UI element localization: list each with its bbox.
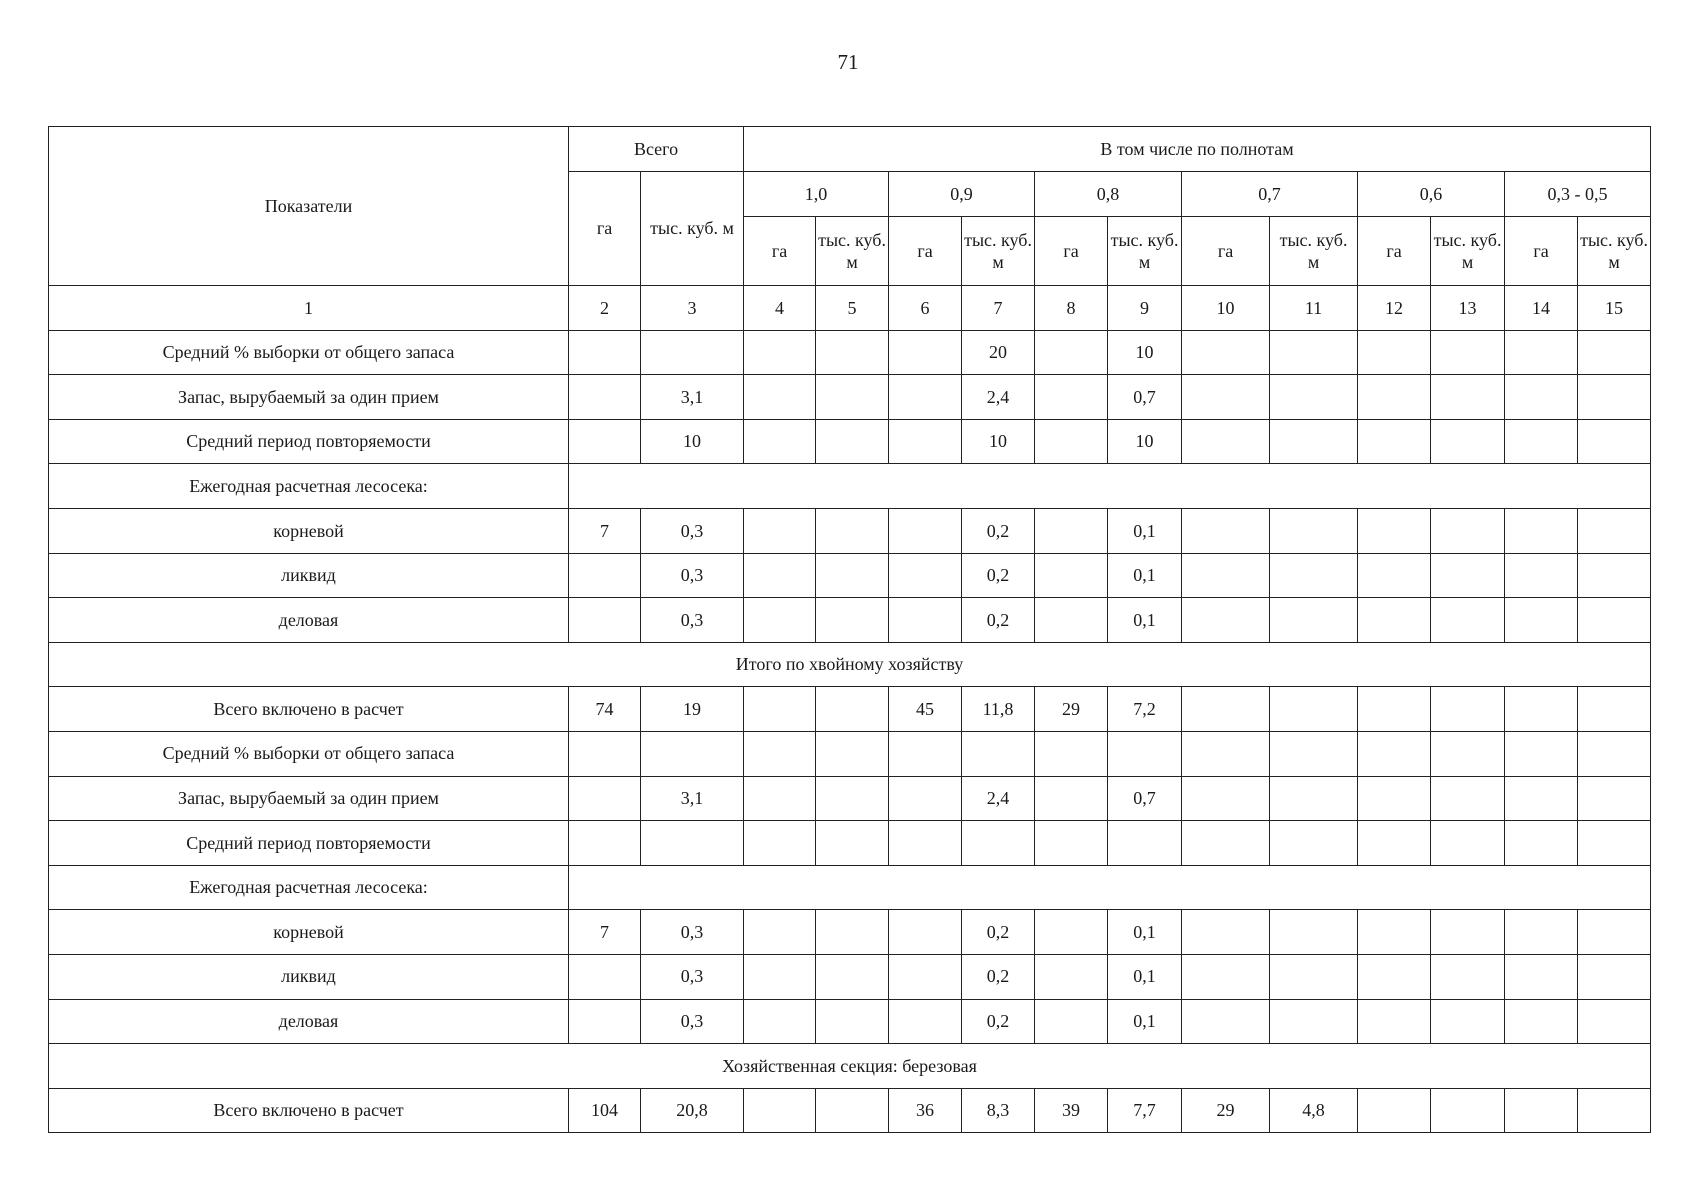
table-cell: 0,3 — [641, 508, 744, 553]
column-number: 8 — [1035, 286, 1108, 331]
table-cell — [1035, 508, 1108, 553]
table-cell — [889, 508, 962, 553]
table-row — [49, 508, 1651, 553]
table-cell — [1270, 508, 1358, 553]
table-cell — [744, 598, 816, 643]
table-cell — [744, 419, 816, 464]
table-cell — [1431, 687, 1505, 732]
header-ha: га — [1182, 217, 1270, 286]
header-density: 0,6 — [1358, 172, 1505, 217]
table-cell — [1182, 330, 1270, 375]
table-cell — [744, 776, 816, 821]
row-label: деловая — [49, 598, 569, 643]
table-cell: 11,8 — [962, 687, 1035, 732]
table-row — [49, 330, 1651, 375]
column-number: 10 — [1182, 286, 1270, 331]
table-cell — [1505, 1088, 1578, 1133]
table-cell — [889, 999, 962, 1044]
table-cell: 74 — [569, 687, 641, 732]
empty-cell — [569, 464, 1651, 509]
table-cell — [1431, 330, 1505, 375]
header-total-ths: тыс. куб. м — [641, 172, 744, 286]
column-number: 7 — [962, 286, 1035, 331]
table-cell — [816, 553, 889, 598]
table-cell — [569, 731, 641, 776]
table-cell: 0,3 — [641, 553, 744, 598]
row-label: Запас, вырубаемый за один прием — [49, 375, 569, 420]
table-cell: 20,8 — [641, 1088, 744, 1133]
table-cell — [1578, 910, 1651, 955]
table-cell — [1358, 508, 1431, 553]
table-cell — [569, 821, 641, 866]
table-cell — [1431, 731, 1505, 776]
table-cell — [1035, 731, 1108, 776]
table-cell: 0,2 — [962, 999, 1035, 1044]
column-number: 4 — [744, 286, 816, 331]
header-density: 0,3 - 0,5 — [1505, 172, 1651, 217]
column-number: 12 — [1358, 286, 1431, 331]
table-cell — [1182, 375, 1270, 420]
table-cell: 0,3 — [641, 999, 744, 1044]
table-cell — [641, 731, 744, 776]
table-cell: 0,1 — [1108, 553, 1182, 598]
table-cell — [1035, 598, 1108, 643]
table-cell — [889, 553, 962, 598]
table-cell — [1505, 954, 1578, 999]
empty-cell — [569, 865, 1651, 910]
table-cell — [1505, 598, 1578, 643]
row-label: корневой — [49, 508, 569, 553]
table-cell — [744, 330, 816, 375]
header-ha: га — [889, 217, 962, 286]
table-cell: 104 — [569, 1088, 641, 1133]
table-cell — [962, 731, 1035, 776]
table-cell: 0,1 — [1108, 598, 1182, 643]
table-cell — [1578, 776, 1651, 821]
table-cell — [889, 419, 962, 464]
table-cell — [744, 375, 816, 420]
table-cell — [816, 330, 889, 375]
column-number: 2 — [569, 286, 641, 331]
table-row — [49, 821, 1651, 866]
table-cell — [1035, 375, 1108, 420]
table-cell: 29 — [1035, 687, 1108, 732]
header-ths: тыс. куб. м — [1270, 217, 1358, 286]
table-cell — [816, 375, 889, 420]
table-row — [49, 999, 1651, 1044]
table-cell — [1505, 821, 1578, 866]
forest-data-table — [48, 126, 1651, 1133]
table-cell: 39 — [1035, 1088, 1108, 1133]
table-cell — [641, 330, 744, 375]
table-cell — [1182, 687, 1270, 732]
table-cell — [744, 553, 816, 598]
row-label: Ежегодная расчетная лесосека: — [49, 865, 569, 910]
table-row — [49, 954, 1651, 999]
table-cell — [816, 776, 889, 821]
table-cell — [816, 910, 889, 955]
table-cell — [889, 776, 962, 821]
row-label: Всего включено в расчет — [49, 687, 569, 732]
table-cell — [889, 910, 962, 955]
table-cell — [1108, 731, 1182, 776]
table-cell — [1270, 954, 1358, 999]
table-cell — [1578, 821, 1651, 866]
table-cell — [1578, 419, 1651, 464]
table-cell — [744, 954, 816, 999]
group-row — [49, 865, 1651, 910]
column-number: 6 — [889, 286, 962, 331]
table-cell — [569, 954, 641, 999]
column-number: 9 — [1108, 286, 1182, 331]
table-cell — [1505, 419, 1578, 464]
table-cell — [1270, 330, 1358, 375]
table-cell — [1182, 954, 1270, 999]
table-cell — [816, 1088, 889, 1133]
table-cell — [1035, 821, 1108, 866]
table-cell — [1270, 999, 1358, 1044]
table-cell — [1182, 598, 1270, 643]
header-row-1 — [49, 127, 1651, 172]
table-cell — [1270, 419, 1358, 464]
table-cell — [816, 598, 889, 643]
table-cell — [1182, 821, 1270, 866]
table-cell — [1505, 687, 1578, 732]
table-cell — [889, 598, 962, 643]
table-cell — [1035, 999, 1108, 1044]
section-title: Хозяйственная секция: березовая — [49, 1044, 1651, 1089]
table-cell — [1270, 375, 1358, 420]
header-density: 0,7 — [1182, 172, 1358, 217]
header-ha: га — [744, 217, 816, 286]
table-cell — [816, 954, 889, 999]
table-row — [49, 553, 1651, 598]
header-ths: тыс. куб. м — [1108, 217, 1182, 286]
row-label: Средний период повторяемости — [49, 419, 569, 464]
table-cell — [1035, 330, 1108, 375]
row-label: Средний % выборки от общего запаса — [49, 330, 569, 375]
table-cell: 0,2 — [962, 954, 1035, 999]
table-cell — [1182, 910, 1270, 955]
table-cell — [1182, 553, 1270, 598]
table-cell — [1182, 776, 1270, 821]
table-cell — [744, 999, 816, 1044]
row-label: Средний % выборки от общего запаса — [49, 731, 569, 776]
table-row — [49, 776, 1651, 821]
table-cell — [1358, 910, 1431, 955]
row-label: деловая — [49, 999, 569, 1044]
table-cell: 10 — [962, 419, 1035, 464]
table-cell: 7,7 — [1108, 1088, 1182, 1133]
table-cell: 20 — [962, 330, 1035, 375]
table-cell — [889, 375, 962, 420]
header-density: 0,9 — [889, 172, 1035, 217]
table-cell — [1108, 821, 1182, 866]
table-cell — [569, 999, 641, 1044]
header-density: 0,8 — [1035, 172, 1182, 217]
table-cell — [816, 821, 889, 866]
table-cell — [1505, 330, 1578, 375]
table-cell — [1358, 330, 1431, 375]
table-cell: 0,3 — [641, 910, 744, 955]
table-cell — [816, 687, 889, 732]
table-cell — [1431, 1088, 1505, 1133]
table-body — [49, 286, 1651, 1133]
table-cell — [1578, 687, 1651, 732]
table-cell — [1270, 598, 1358, 643]
table-cell: 0,3 — [641, 598, 744, 643]
table-cell — [569, 553, 641, 598]
table-cell — [816, 999, 889, 1044]
row-label: ликвид — [49, 954, 569, 999]
table-cell — [1578, 598, 1651, 643]
table-cell — [1358, 731, 1431, 776]
table-cell: 0,1 — [1108, 508, 1182, 553]
column-number: 3 — [641, 286, 744, 331]
table-cell — [889, 731, 962, 776]
table-cell — [569, 776, 641, 821]
header-ha: га — [1035, 217, 1108, 286]
table-cell — [889, 954, 962, 999]
header-including: В том числе по полнотам — [744, 127, 1651, 172]
table-cell — [1358, 821, 1431, 866]
row-label: Средний период повторяемости — [49, 821, 569, 866]
table-cell — [641, 821, 744, 866]
table-cell: 2,4 — [962, 776, 1035, 821]
group-row — [49, 464, 1651, 509]
table-cell — [1270, 731, 1358, 776]
table-cell: 29 — [1182, 1088, 1270, 1133]
table-row — [49, 419, 1651, 464]
table-cell: 0,2 — [962, 553, 1035, 598]
table-cell — [1270, 821, 1358, 866]
table-cell: 0,3 — [641, 954, 744, 999]
column-number-row — [49, 286, 1651, 331]
section-row — [49, 1044, 1651, 1089]
table-cell — [569, 330, 641, 375]
table-cell: 0,1 — [1108, 954, 1182, 999]
table-cell — [1431, 954, 1505, 999]
table-cell — [1578, 553, 1651, 598]
table-cell — [1035, 419, 1108, 464]
table-cell — [1578, 999, 1651, 1044]
table-cell: 0,7 — [1108, 776, 1182, 821]
table-cell — [1270, 687, 1358, 732]
table-cell — [1035, 910, 1108, 955]
table-cell — [816, 419, 889, 464]
table-cell: 4,8 — [1270, 1088, 1358, 1133]
table-cell — [1182, 731, 1270, 776]
table-cell — [1358, 999, 1431, 1044]
table-cell — [1358, 553, 1431, 598]
table-cell — [816, 731, 889, 776]
header-density: 1,0 — [744, 172, 889, 217]
header-total: Всего — [569, 127, 744, 172]
table-cell — [1270, 553, 1358, 598]
table-cell: 0,2 — [962, 598, 1035, 643]
table-cell — [1358, 954, 1431, 999]
table-cell — [1270, 910, 1358, 955]
column-number: 1 — [49, 286, 569, 331]
table-cell: 10 — [1108, 330, 1182, 375]
table-cell — [1578, 1088, 1651, 1133]
column-number: 13 — [1431, 286, 1505, 331]
table-cell: 7 — [569, 910, 641, 955]
table-cell — [1431, 821, 1505, 866]
table-cell — [1431, 553, 1505, 598]
header-ths: тыс. куб. м — [1431, 217, 1505, 286]
row-label: Всего включено в расчет — [49, 1088, 569, 1133]
table-cell — [1358, 375, 1431, 420]
table-cell — [1358, 776, 1431, 821]
table-cell: 10 — [641, 419, 744, 464]
row-label: ликвид — [49, 553, 569, 598]
table-cell — [744, 508, 816, 553]
table-cell: 8,3 — [962, 1088, 1035, 1133]
table-cell — [1035, 954, 1108, 999]
column-number: 14 — [1505, 286, 1578, 331]
table-cell — [1505, 776, 1578, 821]
table-cell — [889, 821, 962, 866]
table-cell — [1505, 731, 1578, 776]
header-indicators: Показатели — [49, 127, 569, 286]
table-cell: 0,2 — [962, 508, 1035, 553]
table-row — [49, 687, 1651, 732]
header-ths: тыс. куб. м — [816, 217, 889, 286]
table-row — [49, 598, 1651, 643]
table-cell — [1431, 910, 1505, 955]
table-cell — [1505, 375, 1578, 420]
table-cell — [569, 419, 641, 464]
table-cell — [1182, 508, 1270, 553]
table-cell — [1358, 687, 1431, 732]
table-cell — [1505, 999, 1578, 1044]
table-cell: 19 — [641, 687, 744, 732]
section-title: Итого по хвойному хозяйству — [49, 642, 1651, 687]
table-cell — [744, 687, 816, 732]
row-label: корневой — [49, 910, 569, 955]
table-cell — [1182, 419, 1270, 464]
table-cell — [1505, 508, 1578, 553]
table-cell — [1578, 508, 1651, 553]
table-row — [49, 910, 1651, 955]
table-cell — [1182, 999, 1270, 1044]
table-cell — [889, 330, 962, 375]
table-cell: 36 — [889, 1088, 962, 1133]
table-cell — [962, 821, 1035, 866]
table-cell — [569, 598, 641, 643]
table-cell: 7 — [569, 508, 641, 553]
table-row — [49, 375, 1651, 420]
table-cell — [1431, 508, 1505, 553]
table-cell — [1358, 598, 1431, 643]
table-cell — [1358, 1088, 1431, 1133]
table-cell: 10 — [1108, 419, 1182, 464]
page-number: 71 — [837, 50, 859, 74]
table-cell: 0,7 — [1108, 375, 1182, 420]
table-cell — [1431, 776, 1505, 821]
table-row — [49, 731, 1651, 776]
column-number: 11 — [1270, 286, 1358, 331]
table-cell — [1431, 999, 1505, 1044]
table-cell — [1505, 553, 1578, 598]
row-label: Запас, вырубаемый за один прием — [49, 776, 569, 821]
header-ha: га — [1505, 217, 1578, 286]
table-cell — [1431, 598, 1505, 643]
table-cell — [1578, 375, 1651, 420]
table-cell — [1358, 419, 1431, 464]
table-row — [49, 1088, 1651, 1133]
table-cell — [816, 508, 889, 553]
column-number: 5 — [816, 286, 889, 331]
row-label: Ежегодная расчетная лесосека: — [49, 464, 569, 509]
table-cell — [1035, 776, 1108, 821]
table-cell: 45 — [889, 687, 962, 732]
table-cell — [1505, 910, 1578, 955]
table-cell: 0,1 — [1108, 910, 1182, 955]
table-cell — [1270, 776, 1358, 821]
table-cell — [1431, 375, 1505, 420]
table-cell: 2,4 — [962, 375, 1035, 420]
table-cell — [1578, 330, 1651, 375]
table-cell — [1035, 553, 1108, 598]
table-cell — [744, 910, 816, 955]
table-cell — [1578, 731, 1651, 776]
header-ths: тыс. куб. м — [962, 217, 1035, 286]
table-cell: 3,1 — [641, 375, 744, 420]
table-cell — [569, 375, 641, 420]
table-cell — [1431, 419, 1505, 464]
table-cell: 3,1 — [641, 776, 744, 821]
table-cell: 0,1 — [1108, 999, 1182, 1044]
column-number: 15 — [1578, 286, 1651, 331]
table-cell — [744, 1088, 816, 1133]
table-cell: 7,2 — [1108, 687, 1182, 732]
table-cell: 0,2 — [962, 910, 1035, 955]
table-cell — [744, 821, 816, 866]
table-cell — [744, 731, 816, 776]
section-row — [49, 642, 1651, 687]
header-ha: га — [1358, 217, 1431, 286]
header-total-ha: га — [569, 172, 641, 286]
header-ths: тыс. куб. м — [1578, 217, 1651, 286]
table-cell — [1578, 954, 1651, 999]
